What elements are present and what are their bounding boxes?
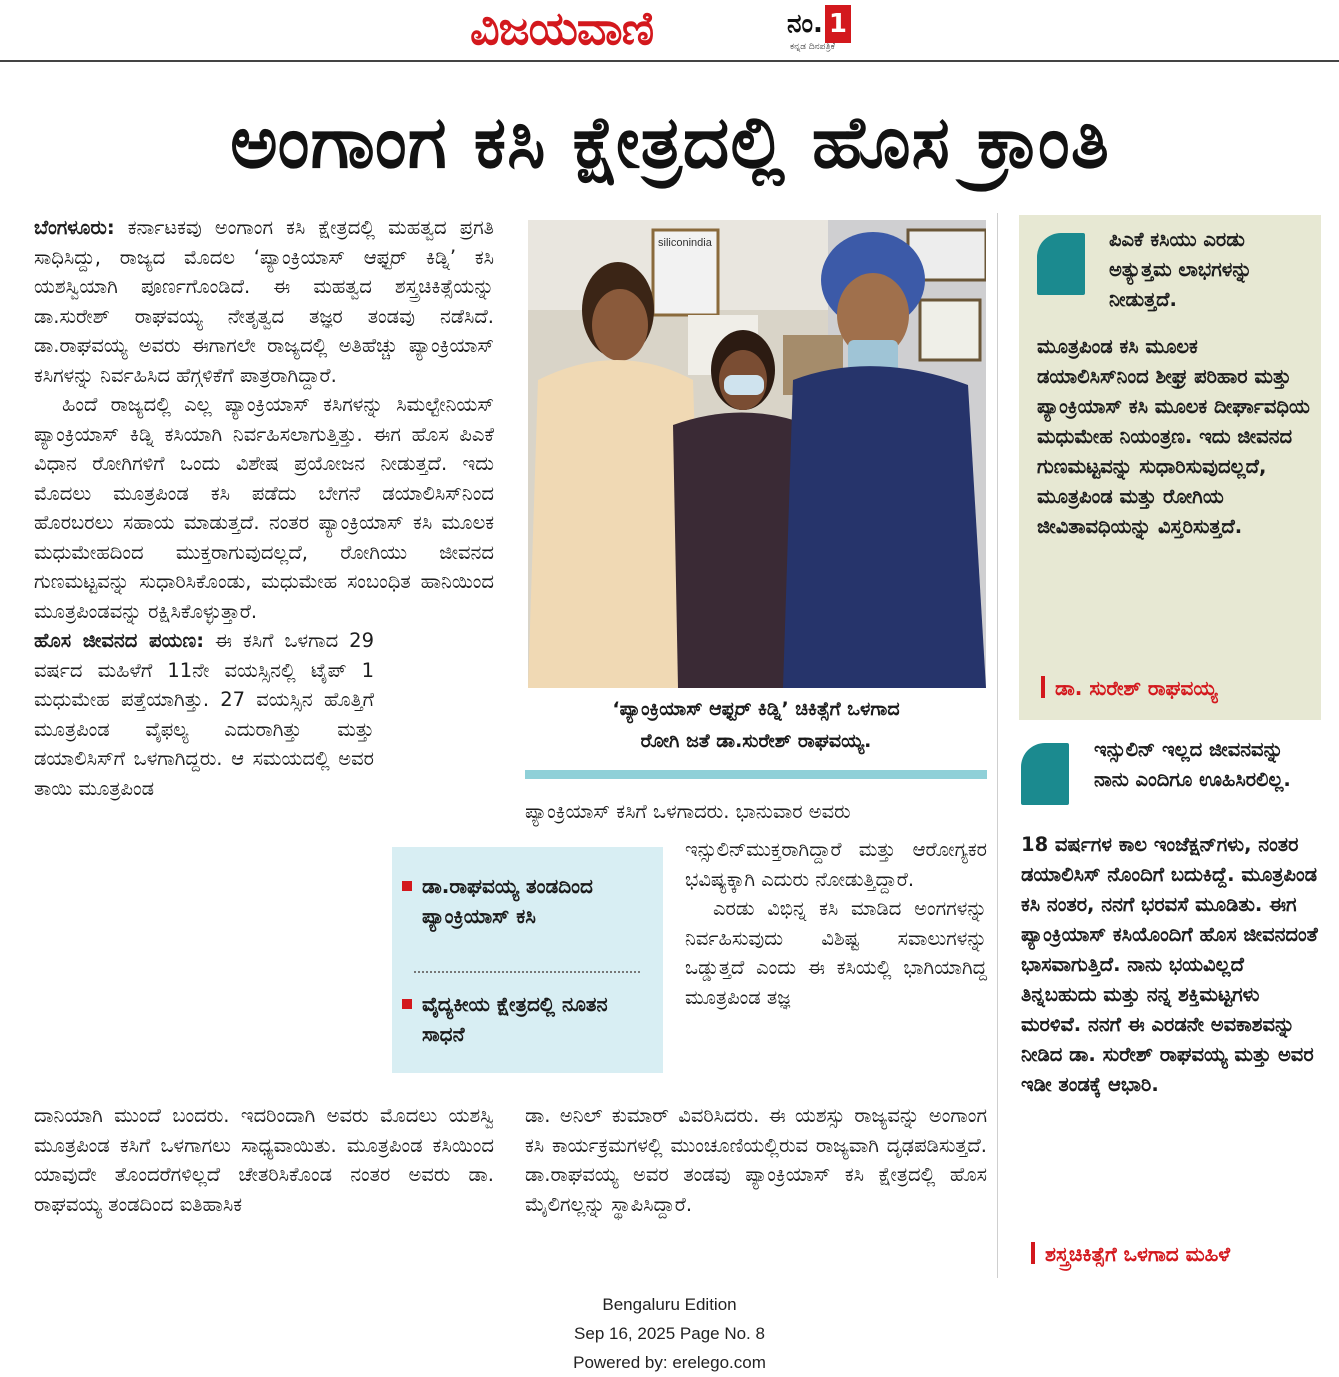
photo-caption-line-1: ‘ಪ್ಯಾಂಕ್ರಿಯಾಸ್ ಆಫ್ಟರ್ ಕಿಡ್ನಿ’ ಚಿಕಿತ್ಸೆಗೆ ಒಳಗಾದ [612, 698, 900, 720]
poster-text: siliconindia [658, 237, 712, 249]
article-column-2-narrow [685, 835, 987, 1012]
dateline: ಬೆಂಗಳೂರು: [34, 216, 115, 239]
attribution-bar [1031, 1242, 1035, 1264]
article-paragraph-3: ಈ ಕಸಿಗೆ ಒಳಗಾದ 29 ವರ್ಷದ ಮಹಿಳೆಗೆ 11ನೇ ವಯಸ್ಸಿನಲ್ಲಿ ಟೈಪ್ 1 ಮಧುಮೇಹ ಪತ್ತೆಯಾಗಿತ್ತು. 27 ವಯಸ್ಸಿನ ಹೊತ್ತಿಗೆ ಮೂತ್ರಪಿಂಡ ವೈಫಲ್ಯ ಎದುರಾಗಿತ್ತು ಮತ್ತು ಡಯಾಲಿಸಿಸ್‌ಗೆ ಒಳಗಾಗಿದ್ದರು. ಆ ಸಮಯದಲ್ಲಿ ಅವರ ತಾಯಿ ಮೂತ್ರಪಿಂಡ [34, 629, 375, 800]
quote-body: 18 ವರ್ಷಗಳ ಕಾಲ ಇಂಜೆಕ್ಷನ್‌ಗಳು, ನಂತರ ಡಯಾಲಿಸಿಸ್ ನೊಂದಿಗೆ ಬದುಕಿದ್ದೆ. ಮೂತ್ರಪಿಂಡ ಕಸಿ ನಂತರ, ನನಗೆ ಭರವಸೆ ಮೂಡಿತು. ಈಗ ಪ್ಯಾಂಕ್ರಿಯಾಸ್ ಕಸಿಯೊಂದಿಗೆ ಹೊಸ ಜೀವನದಂತೆ ಭಾಸವಾಗುತ್ತಿದೆ. ನಾನು ಭಯವಿಲ್ಲದೆ ತಿನ್ನಬಹುದು ಮತ್ತು ನನ್ನ ಶಕ್ತಿಮಟ್ಟಗಳು ಮರಳಿವೆ. ನನಗೆ ಈ ಎರಡನೇ ಅವಕಾಶವನ್ನು ನೀಡಿದ ಡಾ. ಸುರೇಶ್ ರಾಘವಯ್ಯ ಮತ್ತು ಅವರ ಇಡೀ ತಂಡಕ್ಕೆ ಆಭಾರಿ. [1021, 833, 1318, 1096]
quote-attribution [1031, 1239, 1321, 1269]
quote-body: ಮೂತ್ರಪಿಂಡ ಕಸಿ ಮೂಲಕ ಡಯಾಲಿಸಿಸ್‌ನಿಂದ ಶೀಘ್ರ ಪರಿಹಾರ ಮತ್ತು ಪ್ಯಾಂಕ್ರಿಯಾಸ್ ಕಸಿ ಮೂಲಕ ದೀರ್ಘಾವಧಿಯ ಮಧುಮೇಹ ನಿಯಂತ್ರಣ. ಇದು ಜೀವನದ ಗುಣಮಟ್ಟವನ್ನು ಸುಧಾರಿಸುವುದಲ್ಲದೆ, ಮೂತ್ರಪಿಂಡ ಮತ್ತು ರೋಗಿಯ ಜೀವಿತಾವಧಿಯನ್ನು ವಿಸ್ತರಿಸುತ್ತದೆ. [1037, 335, 1310, 538]
highlight-item [422, 989, 652, 1049]
article-column-1-bottom [34, 1101, 494, 1219]
quote-mark-icon [1021, 743, 1069, 805]
no1-prefix: ನಂ. [787, 9, 823, 39]
footer-powered-by: Powered by: erelego.com [573, 1353, 766, 1372]
highlights-box [392, 847, 663, 1073]
article-c2-paragraph-4: ಡಾ. ಅನಿಲ್ ಕುಮಾರ್ ವಿವರಿಸಿದರು. ಈ ಯಶಸ್ಸು ರಾಜ್ಯವನ್ನು ಅಂಗಾಂಗ ಕಸಿ ಕಾರ್ಯಕ್ರಮಗಳಲ್ಲಿ ಮುಂಚೂಣಿಯಲ್ಲಿರುವ ರಾಜ್ಯವಾಗಿ ದೃಢಪಡಿಸುತ್ತದೆ. ಡಾ.ರಾಘವಯ್ಯ ಅವರ ತಂಡವು ಪ್ಯಾಂಕ್ರಿಯಾಸ್ ಕಸಿ ಕ್ಷೇತ್ರದಲ್ಲಿ ಹೊಸ ಮೈಲಿಗಲ್ಲನ್ನು ಸ್ಥಾಪಿಸಿದ್ದಾರೆ. [525, 1104, 987, 1216]
footer-edition: Bengaluru Edition [602, 1295, 737, 1314]
article-column-2-bottom [525, 1101, 987, 1219]
quote-mark-icon [1037, 233, 1085, 295]
article-column-2-top [525, 797, 987, 827]
article-paragraph-1: ಕರ್ನಾಟಕವು ಅಂಗಾಂಗ ಕಸಿ ಕ್ಷೇತ್ರದಲ್ಲಿ ಮಹತ್ವದ ಪ್ರಗತಿ ಸಾಧಿಸಿದ್ದು, ರಾಜ್ಯದ ಮೊದಲ ‘ಪ್ಯಾಂಕ್ರಿಯಾಸ್ ಆಫ್ಟರ್ ಕಿಡ್ನಿ’ ಕಸಿ ಯಶಸ್ವಿಯಾಗಿ ಪೂರ್ಣಗೊಂಡಿದೆ. ಈ ಮಹತ್ವದ ಶಸ್ತ್ರಚಿಕಿತ್ಸೆಯನ್ನು ಡಾ.ಸುರೇಶ್ ರಾಘವಯ್ಯ ನೇತೃತ್ವದ ತಜ್ಞರ ತಂಡವು ನಡೆಸಿದೆ. ಡಾ.ರಾಘವಯ್ಯ ಅವರು ಈಗಾಗಲೇ ರಾಜ್ಯದಲ್ಲಿ ಅತಿಹೆಚ್ಚು ಪ್ಯಾಂಕ್ರಿಯಾಸ್ ಕಸಿಗಳನ್ನು ನಿರ್ವಹಿಸಿದ ಹೆಗ್ಗಳಿಕೆಗೆ ಪಾತ್ರರಾಗಿದ್ದಾರೆ. [34, 216, 494, 387]
article-c2-paragraph-2: ಇನ್ಸುಲಿನ್‌ಮುಕ್ತರಾಗಿದ್ದಾರೆ ಮತ್ತು ಆರೋಗ್ಯಕರ ಭವಿಷ್ಯಕ್ಕಾಗಿ ಎದುರು ನೋಡುತ್ತಿದ್ದಾರೆ. [685, 838, 987, 891]
bullet-icon [402, 881, 412, 891]
highlight-text: ವೈದ್ಯಕೀಯ ಕ್ಷೇತ್ರದಲ್ಲಿ ನೂತನ ಸಾಧನೆ [422, 992, 608, 1046]
photo-caption-line-2: ರೋಗಿ ಜತೆ ಡಾ.ಸುರೇಶ್ ರಾಘವಯ್ಯ. [640, 730, 872, 752]
no1-badge [787, 5, 867, 45]
attribution-text: ಶಸ್ತ್ರಚಿಕಿತ್ಸೆಗೆ ಒಳಗಾದ ಮಹಿಳೆ [1045, 1242, 1231, 1266]
quote-lead: ಪಿಎಕೆ ಕಸಿಯು ಎರಡು ಅತ್ಯುತ್ತಮ ಲಾಭಗಳನ್ನು ನೀಡುತ್ತದೆ. [1109, 228, 1253, 311]
no1-badge-text [787, 5, 867, 43]
page-footer [0, 1290, 1339, 1377]
masthead-tagline: ಕನ್ನಡ ದಿನಪತ್ರಿಕೆ [790, 42, 836, 52]
article-c2-paragraph-1: ಪ್ಯಾಂಕ್ರಿಯಾಸ್ ಕಸಿಗೆ ಒಳಗಾದರು. ಭಾನುವಾರ ಅವರು [525, 800, 851, 823]
column-divider [997, 213, 998, 1278]
no1-number: 1 [825, 5, 851, 43]
article-photo [528, 220, 986, 688]
highlight-item [422, 871, 652, 931]
headline: ಅಂಗಾಂಗ ಕಸಿ ಕ್ಷೇತ್ರದಲ್ಲಿ ಹೊಸ ಕ್ರಾಂತಿ [230, 100, 1110, 184]
photo-caption [525, 693, 987, 757]
attribution-text: ಡಾ. ಸುರೇಶ್ ರಾಘವಯ್ಯ [1055, 676, 1218, 700]
article-c2-paragraph-3: ಎರಡು ವಿಭಿನ್ನ ಕಸಿ ಮಾಡಿದ ಅಂಗಗಳನ್ನು ನಿರ್ವಹಿಸುವುದು ವಿಶಿಷ್ಟ ಸವಾಲುಗಳನ್ನು ಒಡ್ಡುತ್ತದೆ ಎಂದು ಈ ಕಸಿಯಲ್ಲಿ ಭಾಗಿಯಾಗಿದ್ದ ಮೂತ್ರಪಿಂಡ ತಜ್ಞ [685, 897, 987, 1009]
caption-rule [525, 770, 987, 779]
article-paragraph-3b: ದಾನಿಯಾಗಿ ಮುಂದೆ ಬಂದರು. ಇದರಿಂದಾಗಿ ಅವರು ಮೊದಲು ಯಶಸ್ವಿ ಮೂತ್ರಪಿಂಡ ಕಸಿಗೆ ಒಳಗಾಗಲು ಸಾಧ್ಯವಾಯಿತು. ಮೂತ್ರಪಿಂಡ ಕಸಿಯಿಂದ ಯಾವುದೇ ತೊಂದರೆಗಳಿಲ್ಲದೆ ಚೇತರಿಸಿಕೊಂಡ ನಂತರ ಅವರು ಡಾ. ರಾಘವಯ್ಯ ತಂಡದಿಂದ ಐತಿಹಾಸಿಕ [34, 1104, 494, 1216]
highlight-text: ಡಾ.ರಾಘವಯ್ಯ ತಂಡದಿಂದ ಪ್ಯಾಂಕ್ರಿಯಾಸ್ ಕಸಿ [422, 874, 593, 928]
masthead-rule [0, 60, 1339, 62]
attribution-bar [1041, 676, 1045, 698]
pull-quote-doctor [1019, 215, 1321, 720]
article-paragraph-2: ಹಿಂದೆ ರಾಜ್ಯದಲ್ಲಿ ಎಲ್ಲ ಪ್ಯಾಂಕ್ರಿಯಾಸ್ ಕಸಿಗಳನ್ನು ಸಿಮಲ್ಟೇನಿಯಸ್ ಪ್ಯಾಂಕ್ರಿಯಾಸ್ ಕಿಡ್ನಿ ಕಸಿಯಾಗಿ ನಿರ್ವಹಿಸಲಾಗುತ್ತಿತ್ತು. ಈಗ ಹೊಸ ಪಿಎಕೆ ವಿಧಾನ ರೋಗಿಗಳಿಗೆ ಒಂದು ವಿಶೇಷ ಪ್ರಯೋಜನ ನೀಡುತ್ತದೆ. ಇದು ಮೊದಲು ಮೂತ್ರಪಿಂಡ ಕಸಿ ಪಡೆದು ಬೇಗನೆ ಡಯಾಲಿಸಿಸ್‌ನಿಂದ ಹೊರಬರಲು ಸಹಾಯ ಮಾಡುತ್ತದೆ. ನಂತರ ಪ್ಯಾಂಕ್ರಿಯಾಸ್ ಕಸಿ ಮೂಲಕ ಮಧುಮೇಹದಿಂದ ಮುಕ್ತರಾಗುವುದಲ್ಲದೆ, ರೋಗಿಯು ಜೀವನದ ಗುಣಮಟ್ಟವನ್ನು ಸುಧಾರಿಸಿಕೊಂಡು, ಮಧುಮೇಹ ಸಂಬಂಧಿತ ಹಾನಿಯಿಂದ ಮೂತ್ರಪಿಂಡವನ್ನು ರಕ್ಷಿಸಿಕೊಳ್ಳುತ್ತಾರೆ. [34, 393, 494, 623]
masthead-logo: ವಿಜಯವಾಣಿ [470, 1, 654, 55]
bullet-icon [402, 999, 412, 1009]
footer-date-page: Sep 16, 2025 Page No. 8 [574, 1324, 765, 1343]
article-column-1 [34, 213, 494, 803]
quote-lead: ಇನ್ಸುಲಿನ್ ಇಲ್ಲದ ಜೀವನವನ್ನು ನಾನು ಎಂದಿಗೂ ಊಹಿಸಿರಲಿಲ್ಲ. [1094, 738, 1291, 791]
pull-quote-patient [1019, 735, 1321, 1280]
highlight-divider [414, 971, 640, 973]
subheading: ಹೊಸ ಜೀವನದ ಪಯಣ: [34, 629, 204, 652]
quote-attribution [1041, 673, 1321, 703]
